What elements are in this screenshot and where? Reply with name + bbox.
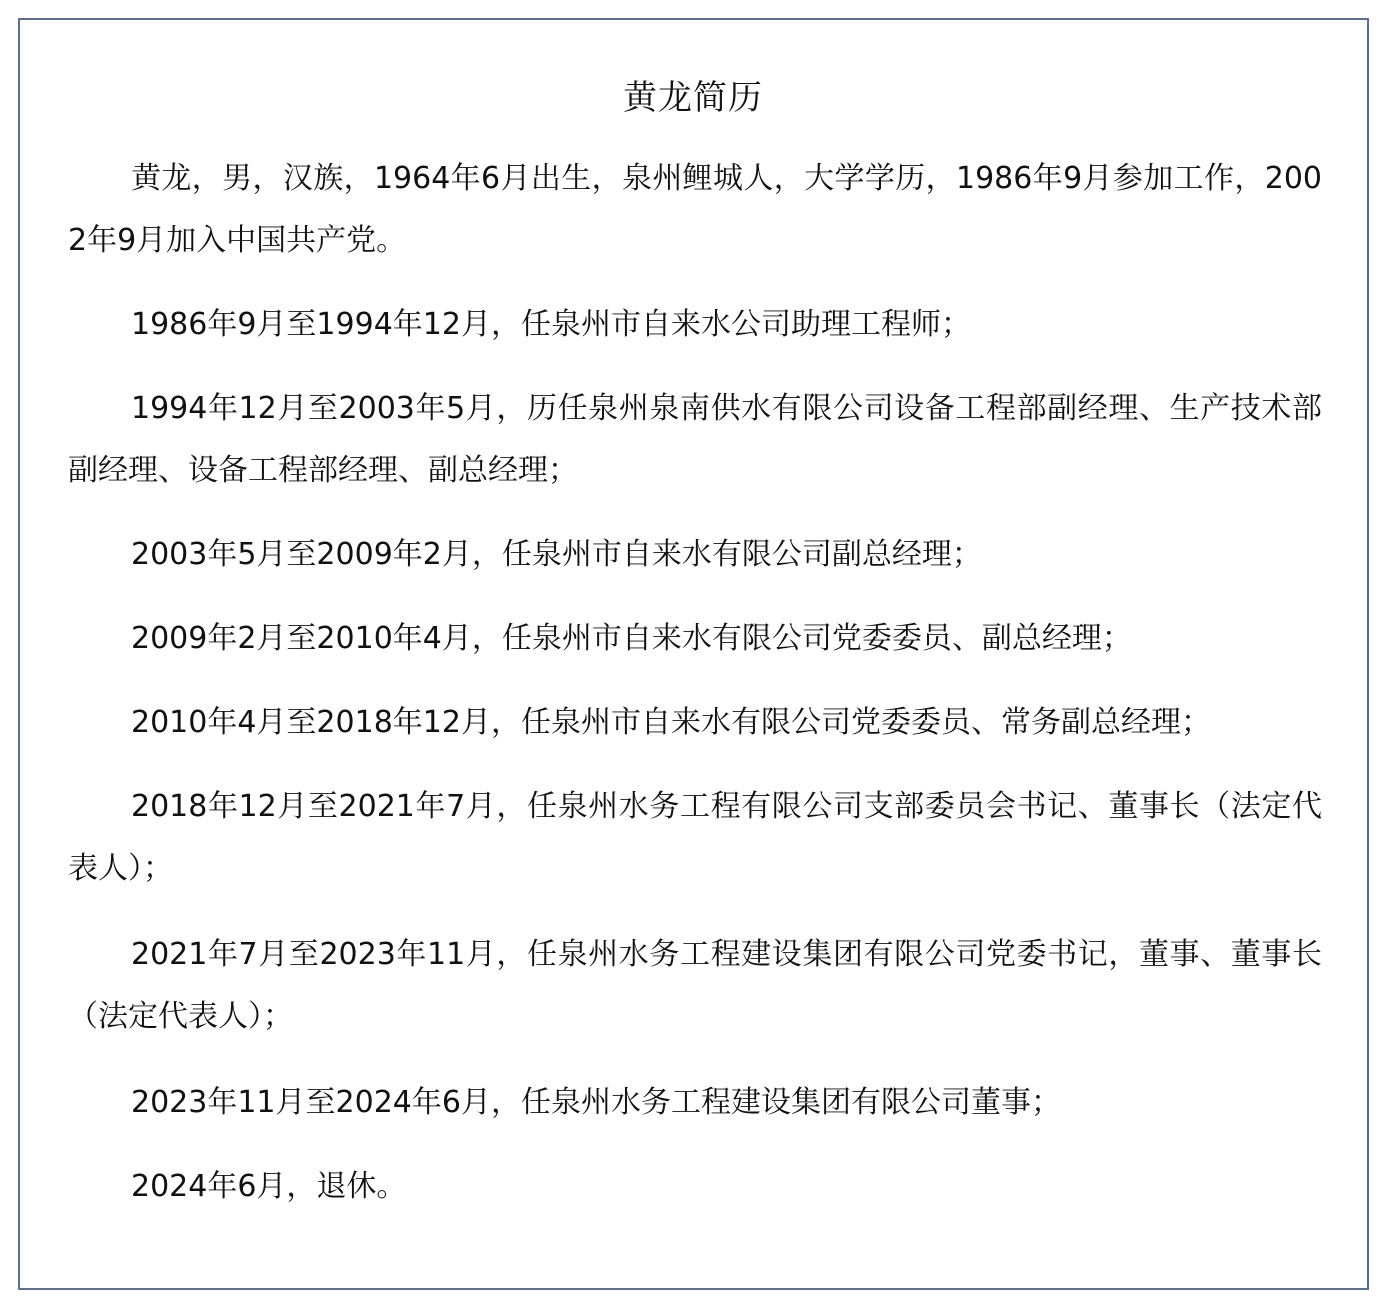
paragraph-career-3: 2003年5月至2009年2月，任泉州市自来水有限公司副总经理； — [131, 537, 982, 572]
document-title: 黄龙简历 — [623, 78, 763, 118]
paragraph-career-6: 2018年12月至2021年7月，任泉州水务工程有限公司支部委员会书记、董事长（法定代表人）； — [68, 789, 1322, 886]
paragraph-career-4: 2009年2月至2010年4月，任泉州市自来水有限公司党委委员、副总经理； — [131, 621, 1132, 656]
paragraph-career-2: 1994年12月至2003年5月，历任泉州泉南供水有限公司设备工程部副经理、生产技术部副经理、设备工程部经理、副总经理； — [68, 391, 1322, 488]
paragraph-intro: 黄龙，男，汉族，1964年6月出生，泉州鲤城人，大学学历，1986年9月参加工作，2002年9月加入中国共产党。 — [68, 161, 1322, 258]
paragraph-career-7: 2021年7月至2023年11月，任泉州水务工程建设集团有限公司党委书记，董事、董事长（法定代表人）； — [68, 937, 1322, 1034]
paragraph-career-8: 2023年11月至2024年6月，任泉州水务工程建设集团有限公司董事； — [131, 1085, 1061, 1120]
paragraph-retirement: 2024年6月，退休。 — [131, 1169, 407, 1204]
paragraph-career-5: 2010年4月至2018年12月，任泉州市自来水有限公司党委委员、常务副总经理； — [131, 705, 1211, 740]
paragraph-career-1: 1986年9月至1994年12月，任泉州市自来水公司助理工程师； — [131, 307, 971, 342]
